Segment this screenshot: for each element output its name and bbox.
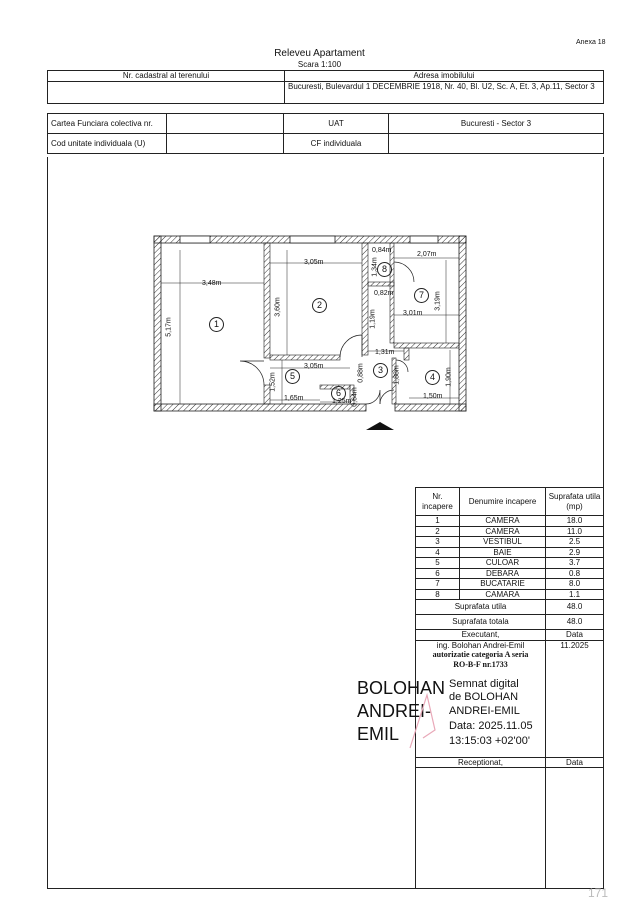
executant-data-label: Data bbox=[546, 630, 604, 641]
room-number: 3 bbox=[373, 363, 388, 378]
room-nr: 1 bbox=[416, 516, 460, 527]
room-number: 4 bbox=[425, 370, 440, 385]
signature-line-4: Data: 2025.11.05 bbox=[449, 720, 533, 732]
dim-label: 3,19m bbox=[434, 291, 442, 311]
room-nr: 7 bbox=[416, 579, 460, 590]
table-row bbox=[416, 537, 604, 548]
dim-label: 3,60m bbox=[274, 297, 282, 317]
executant-label: Executant, bbox=[416, 630, 546, 641]
col-header-area: Suprafata utila (mp) bbox=[546, 488, 604, 516]
dim-label: 1,88m bbox=[393, 365, 401, 385]
window-1 bbox=[180, 236, 210, 243]
table-row bbox=[416, 526, 604, 537]
dim-label: 5,17m bbox=[165, 317, 173, 337]
room-nr: 8 bbox=[416, 589, 460, 600]
dim-label: 1,52m bbox=[269, 372, 277, 392]
room-number: 7 bbox=[414, 288, 429, 303]
wall-int-3 bbox=[270, 355, 340, 360]
room-name: CAMARA bbox=[460, 589, 546, 600]
wall-left bbox=[154, 236, 161, 411]
receptionat-data-label: Data bbox=[546, 757, 604, 768]
room-nr: 3 bbox=[416, 537, 460, 548]
room-nr: 5 bbox=[416, 558, 460, 569]
wall-bottom-right bbox=[395, 404, 466, 411]
window-2 bbox=[290, 236, 335, 243]
room-area: 18.0 bbox=[546, 516, 604, 527]
room-number: 5 bbox=[285, 369, 300, 384]
executant-date: 11.2025 bbox=[546, 640, 604, 757]
dim-label: 0,88m bbox=[357, 363, 365, 383]
room-area: 3.7 bbox=[546, 558, 604, 569]
dim-label: 1,34m bbox=[371, 257, 379, 277]
receptionat-cell bbox=[416, 768, 546, 889]
door-arc-3 bbox=[394, 262, 414, 282]
room-name: CAMERA bbox=[460, 516, 546, 527]
signature-line-2: de BOLOHAN bbox=[449, 691, 519, 703]
col-header-nr: Nr. incapere bbox=[416, 488, 460, 516]
room-name: CULOAR bbox=[460, 558, 546, 569]
scale-label: Scara 1:100 bbox=[297, 60, 342, 69]
table-row bbox=[416, 558, 604, 569]
receptionat-label: Receptionat, bbox=[416, 757, 546, 768]
address-label: Adresa imobilului bbox=[285, 71, 604, 82]
wall-int-7 bbox=[394, 343, 459, 348]
annex-label: Anexa 18 bbox=[576, 39, 606, 46]
wall-right bbox=[459, 236, 466, 411]
uat-label: UAT bbox=[284, 114, 389, 134]
dim-label: 2,07m bbox=[417, 251, 437, 258]
room-name: BAIE bbox=[460, 547, 546, 558]
col-header-name: Denumire incapere bbox=[460, 488, 546, 516]
signature-name-2: ANDREI- bbox=[357, 701, 432, 721]
room-number: 2 bbox=[312, 298, 327, 313]
room-nr: 2 bbox=[416, 526, 460, 537]
dim-label: 0,82m bbox=[374, 290, 394, 297]
door-arc-1 bbox=[240, 361, 264, 385]
dim-label: 1,50m bbox=[423, 393, 443, 400]
room-number: 6 bbox=[331, 386, 346, 401]
dim-label: 1,25m bbox=[332, 398, 352, 405]
table-row bbox=[416, 589, 604, 600]
totala-value: 48.0 bbox=[546, 615, 604, 630]
dim-label: 3,05m bbox=[304, 363, 324, 370]
utila-value: 48.0 bbox=[546, 600, 604, 615]
room-name: CAMERA bbox=[460, 526, 546, 537]
cod-label: Cod unitate individuala (U) bbox=[48, 134, 167, 154]
carte-label: Cartea Funciara colectiva nr. bbox=[48, 114, 167, 134]
room-nr: 6 bbox=[416, 568, 460, 579]
auth-line-1: autorizatie categoria A seria bbox=[432, 650, 529, 659]
page-number: 171 bbox=[588, 886, 609, 900]
dim-label: 3,48m bbox=[202, 280, 222, 287]
signature-scribble bbox=[405, 690, 445, 750]
table-row bbox=[416, 547, 604, 558]
signature-line-3: ANDREI-EMIL bbox=[449, 705, 520, 717]
room-name: BUCATARIE bbox=[460, 579, 546, 590]
room-area: 8.0 bbox=[546, 579, 604, 590]
document-title: Releveu Apartament bbox=[274, 48, 365, 59]
signature-name-1: BOLOHAN bbox=[357, 678, 446, 698]
auth-line-2: RO-B-F nr.1733 bbox=[453, 659, 508, 669]
utila-label: Suprafata utila bbox=[416, 600, 546, 615]
room-name: VESTIBUL bbox=[460, 537, 546, 548]
room-name: DEBARA bbox=[460, 568, 546, 579]
address-value: Bucuresti, Bulevardul 1 DECEMBRIE 1918, Nr. 40, Bl. U2, Sc. A, Et. 3, Ap.11, Sector 3 bbox=[285, 82, 604, 104]
room-area: 2.9 bbox=[546, 547, 604, 558]
room-number: 1 bbox=[209, 317, 224, 332]
dim-label: 0,84m bbox=[372, 247, 392, 254]
cadastral-label: Nr. cadastral al terenului bbox=[48, 71, 285, 82]
dim-label: 1,31m bbox=[375, 349, 395, 356]
table-row bbox=[416, 579, 604, 590]
door-arc-5 bbox=[366, 390, 380, 404]
dim-label: 1,19m bbox=[369, 309, 377, 329]
dim-label: 1,90m bbox=[445, 367, 453, 387]
dim-label: 3,01m bbox=[403, 310, 423, 317]
room-nr: 4 bbox=[416, 547, 460, 558]
cf-label: CF individuala bbox=[284, 134, 389, 154]
dim-label: 1,65m bbox=[284, 395, 304, 402]
uat-value: Bucuresti - Sector 3 bbox=[389, 114, 604, 134]
window-3 bbox=[410, 236, 438, 243]
totala-label: Suprafata totala bbox=[416, 615, 546, 630]
signature-name-3: EMIL bbox=[357, 724, 400, 744]
wall-int-4 bbox=[362, 243, 368, 355]
room-area: 0.8 bbox=[546, 568, 604, 579]
wall-int-1 bbox=[264, 243, 270, 358]
wall-int-8 bbox=[404, 348, 409, 360]
table-row bbox=[416, 516, 604, 527]
room-area: 2.5 bbox=[546, 537, 604, 548]
signature-line-1: Semnat digital bbox=[449, 678, 519, 690]
room-area: 1.1 bbox=[546, 589, 604, 600]
signature-line-5: 13:15:03 +02'00' bbox=[449, 735, 530, 747]
dim-label: 0,64m bbox=[351, 387, 359, 407]
table-row bbox=[416, 568, 604, 579]
room-area: 11.0 bbox=[546, 526, 604, 537]
room-number: 8 bbox=[377, 262, 392, 277]
dim-label: 3,05m bbox=[304, 259, 324, 266]
door-arc-2 bbox=[340, 335, 362, 357]
entrance-arrow bbox=[366, 422, 394, 430]
executant-name: ing. Bolohan Andrei-Emil bbox=[436, 640, 525, 650]
receptionat-date bbox=[546, 768, 604, 889]
